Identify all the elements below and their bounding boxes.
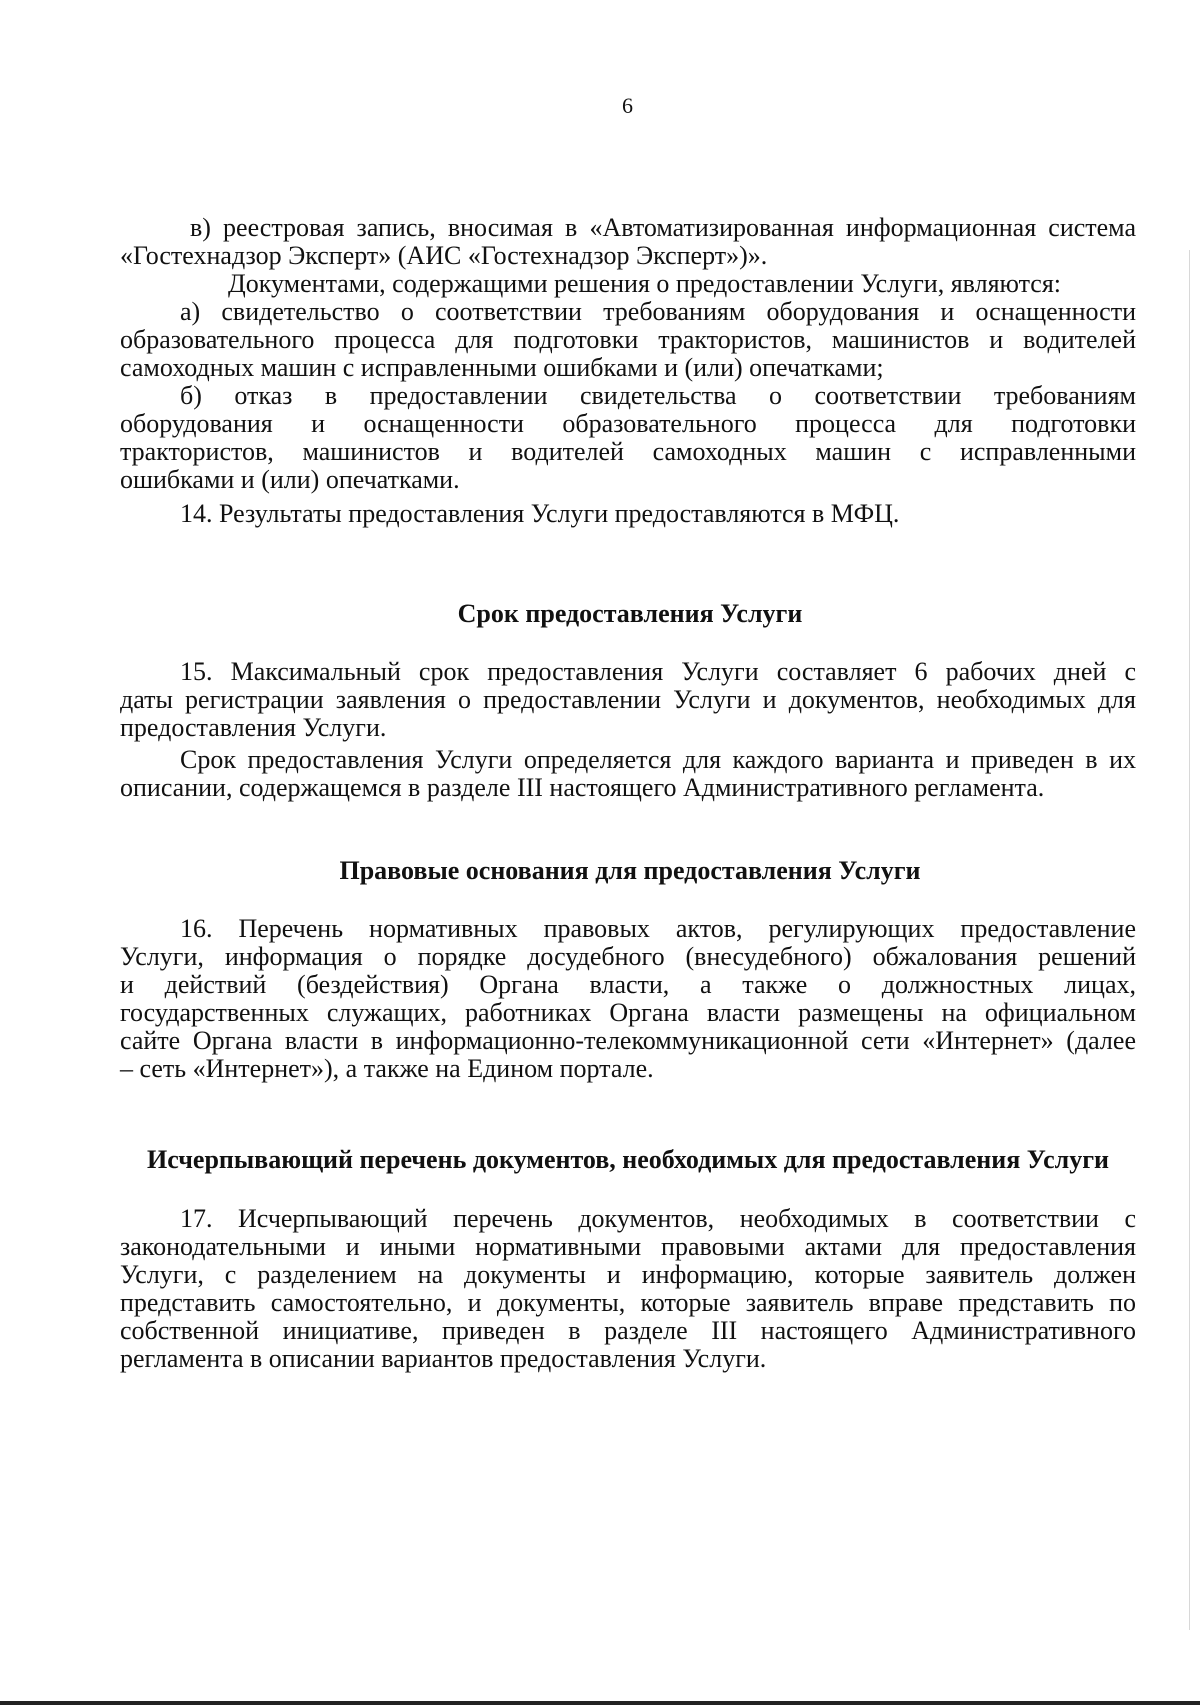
text-line: образовательного процесса для подготовки трактористов, машинистов и водителей (120, 325, 1136, 354)
text-line: законодательными и иными нормативными правовыми актами для предоставления (120, 1232, 1136, 1261)
text-line: собственной инициативе, приведен в разделе III настоящего Административного (120, 1316, 1136, 1345)
text-line: самоходных машин с исправленными ошибками и (или) опечатками; (120, 353, 884, 382)
text-line: 15. Максимальный срок предоставления Услуги составляет 6 рабочих дней с (180, 657, 1136, 686)
text-line: Срок предоставления Услуги определяется для каждого варианта и приведен в их (180, 745, 1136, 774)
text-line: и действий (бездействия) Органа власти, а также о должностных лицах, (120, 970, 1136, 999)
text-line: в) реестровая запись, вносимая в «Автоматизированная информационная система (190, 213, 1136, 242)
text-line: 17. Исчерпывающий перечень документов, необходимых в соответствии с (180, 1204, 1136, 1233)
text-line: предоставления Услуги. (120, 713, 387, 742)
text-line: описании, содержащемся в разделе III настоящего Административного регламента. (120, 773, 1045, 802)
text-line: регламента в описании вариантов предоставления Услуги. (120, 1344, 767, 1373)
text-line: а) свидетельство о соответствии требованиям оборудования и оснащенности (180, 297, 1136, 326)
text-line: 14. Результаты предоставления Услуги предоставляются в МФЦ. (180, 499, 900, 528)
section-heading-docs: Исчерпывающий перечень документов, необходимых для предоставления Услуги (147, 1145, 1109, 1174)
section-legal-body (120, 915, 1136, 1083)
text-line: «Гостехнадзор Эксперт» (АИС «Гостехнадзор Эксперт»)». (120, 241, 768, 270)
section-term-body (120, 658, 1136, 802)
scan-edge-bottom (0, 1701, 1200, 1705)
text-line: сайте Органа власти в информационно-телекоммуникационной сети «Интернет» (далее (120, 1026, 1136, 1055)
section-heading-term: Срок предоставления Услуги (457, 599, 803, 628)
scan-edge-right (1189, 250, 1190, 1630)
text-line: 16. Перечень нормативных правовых актов, регулирующих предоставление (180, 914, 1136, 943)
text-line: б) отказ в предоставлении свидетельства о соответствии требованиям (180, 381, 1136, 410)
text-line: Документами, содержащими решения о предоставлении Услуги, являются: (228, 269, 1062, 298)
text-line: представить самостоятельно, и документы, которые заявитель вправе представить по (120, 1288, 1136, 1317)
text-line: даты регистрации заявления о предоставлении Услуги и документов, необходимых для (120, 685, 1136, 714)
text-line: Услуги, информация о порядке досудебного (внесудебного) обжалования решений (120, 942, 1136, 971)
page-number: 6 (622, 93, 633, 118)
text-line: Услуги, с разделением на документы и информацию, которые заявитель должен (120, 1260, 1136, 1289)
section-heading-legal: Правовые основания для предоставления Услуги (339, 856, 921, 885)
text-line: – сеть «Интернет»), а также на Едином портале. (120, 1054, 654, 1083)
intro-block (120, 214, 1136, 528)
text-line: оборудования и оснащенности образовательного процесса для подготовки (120, 409, 1136, 438)
text-line: государственных служащих, работниках Органа власти размещены на официальном (120, 998, 1136, 1027)
section-docs-body (120, 1205, 1136, 1373)
text-line: трактористов, машинистов и водителей самоходных машин с исправленными (120, 437, 1136, 466)
text-line: ошибками и (или) опечатками. (120, 465, 460, 494)
